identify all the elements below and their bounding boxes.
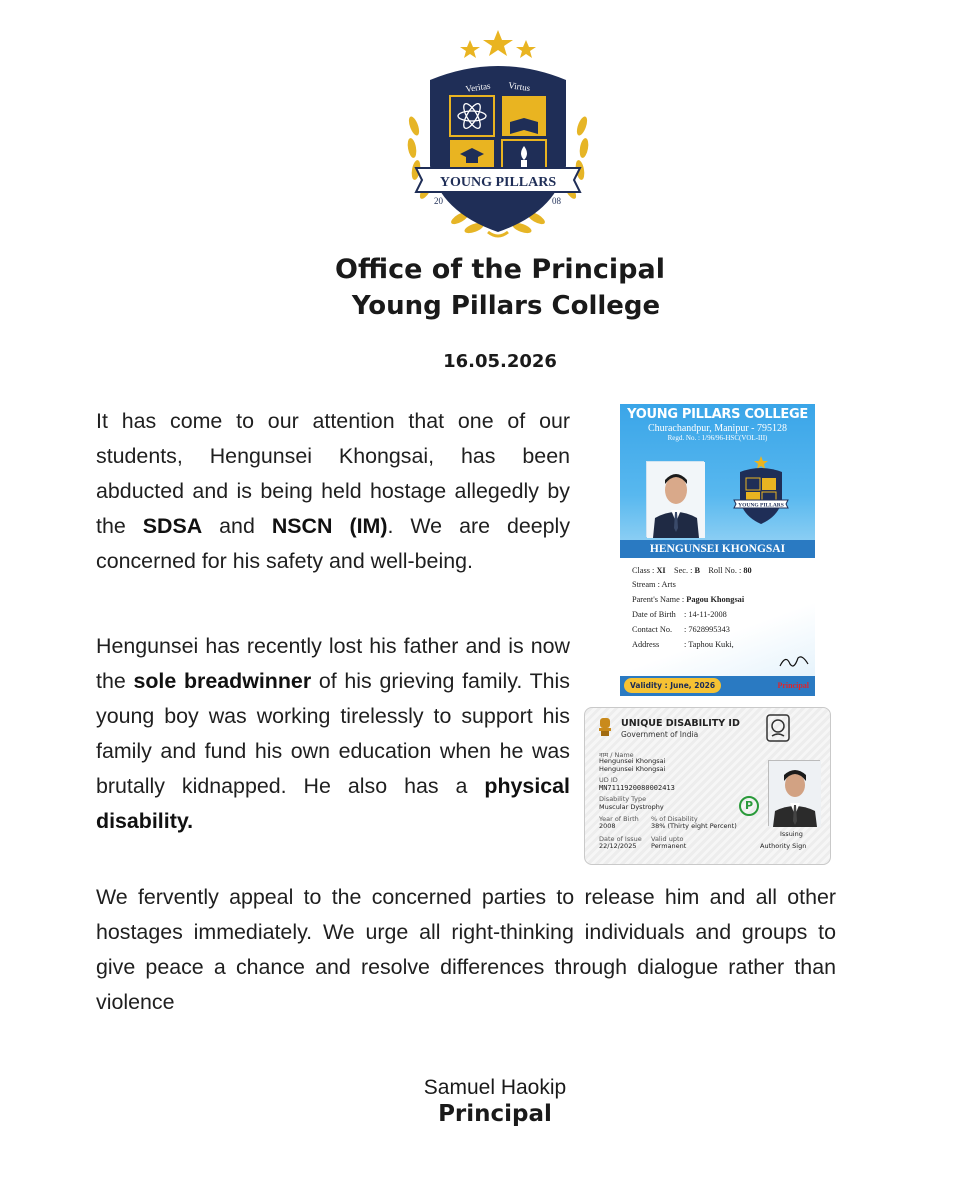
id-card-validity-badge: Validity : June, 2026 — [624, 678, 721, 693]
paragraph-abduction: It has come to our attention that one of our students, Hengunsei Khongsai, has been abducted and is being held hostage allegedly by the SDSA and NSCN (IM). We are deeply concerned for his safety and well-being. — [96, 409, 571, 573]
disability-id-card — [584, 707, 831, 865]
office-title: Office of the Principal — [335, 254, 665, 285]
udid-valid: Permanent — [651, 842, 687, 850]
udid-authority-sign-label: Authority Sign — [760, 842, 807, 850]
paragraph-appeal: We fervently appeal to the concerned parties to release him and all other hostages immediately. We urge all right-thinking individuals and groups to give peace a chance and resolve differences through dialogue rather than violence — [96, 885, 836, 1014]
udid-name-label: नाम / Name — [599, 751, 634, 759]
id-card-principal-label: Principal — [777, 681, 809, 690]
udid-logo-icon — [766, 714, 790, 742]
id-card-class-row: Class : XI Sec. : B Roll No. : 80 — [632, 566, 752, 575]
physical-disability-text: physical disability. — [96, 774, 570, 833]
principal-signature-icon — [778, 652, 810, 670]
id-card-address-row: Address : Taphou Kuki, — [632, 640, 734, 649]
udid-title: UNIQUE DISABILITY ID — [621, 718, 740, 729]
udid-percent-label: % of Disability — [651, 815, 698, 823]
id-card-college: YOUNG PILLARS COLLEGE — [627, 407, 808, 422]
udid-type: Muscular Dystrophy — [599, 803, 664, 811]
id-card-regd: Regd. No. : 1/96/96-HSC(VOL-III) — [667, 434, 768, 442]
udid-name-hindi: Hengunsei Khongsai — [599, 757, 666, 765]
id-card-contact-row: Contact No. : 7628995343 — [632, 625, 730, 634]
letter-date: 16.05.2026 — [443, 351, 557, 372]
udid-name: Hengunsei Khongsai — [599, 765, 666, 773]
national-emblem-icon — [597, 716, 613, 738]
id-card-dob-row: Date of Birth : 14-11-2008 — [632, 610, 727, 619]
student-id-card — [620, 404, 815, 696]
udid-issuing-label: Issuing — [780, 830, 803, 838]
logo-motto-right: Virtus — [507, 80, 531, 94]
logo-year-left: 20 — [434, 196, 443, 206]
id-card-parent-row: Parent's Name : Pagou Khongsai — [632, 595, 745, 604]
org-sdsa: SDSA — [142, 514, 203, 538]
id-card-stream-row: Stream : Arts — [632, 580, 676, 589]
sole-breadwinner-text: sole breadwinner — [133, 669, 312, 693]
udid-yob-label: Year of Birth — [599, 815, 639, 823]
udid-percent: 38% (Thirty eight Percent) — [651, 822, 737, 830]
udid-issue-label: Date of Issue — [599, 835, 642, 843]
udid-type-label: Disability Type — [599, 795, 647, 803]
paragraph-background: Hengunsei has recently lost his father and is now the sole breadwinner of his grieving family. This young boy was working tirelessly to support his family and fund his own education when he was brutally kidnapped. He also has a physical disability. — [96, 634, 571, 833]
id-card-student-name: HENGUNSEI KHONGSAI — [620, 540, 815, 558]
udid-government: Government of India — [621, 730, 699, 739]
id-card-crest-banner: YOUNG PILLARS — [738, 502, 784, 509]
udid-issue-date: 22/12/2025 — [599, 842, 637, 850]
org-nscn: NSCN (IM) — [271, 514, 388, 538]
signatory-title: Principal — [438, 1101, 552, 1127]
udid-number-label: UD ID — [599, 776, 618, 784]
udid-yob: 2008 — [599, 822, 616, 830]
logo-motto-left: Veritas — [464, 80, 492, 94]
star-icon — [460, 30, 536, 58]
logo-banner-text: YOUNG PILLARS — [439, 175, 557, 190]
udid-valid-label: Valid upto — [651, 835, 684, 843]
student-photo — [646, 461, 704, 537]
signatory-name: Samuel Haokip — [423, 1076, 567, 1099]
college-crest-logo — [400, 26, 596, 250]
udid-permanent-badge: P — [739, 796, 759, 816]
udid-number: MN7111920080002413 — [599, 784, 675, 792]
id-card-crest-icon — [732, 454, 790, 528]
college-title: Young Pillars College — [351, 291, 661, 321]
udid-photo — [768, 760, 820, 826]
id-card-header — [620, 404, 815, 556]
id-card-place: Churachandpur, Manipur - 795128 — [647, 423, 787, 434]
logo-year-right: 08 — [552, 196, 561, 206]
